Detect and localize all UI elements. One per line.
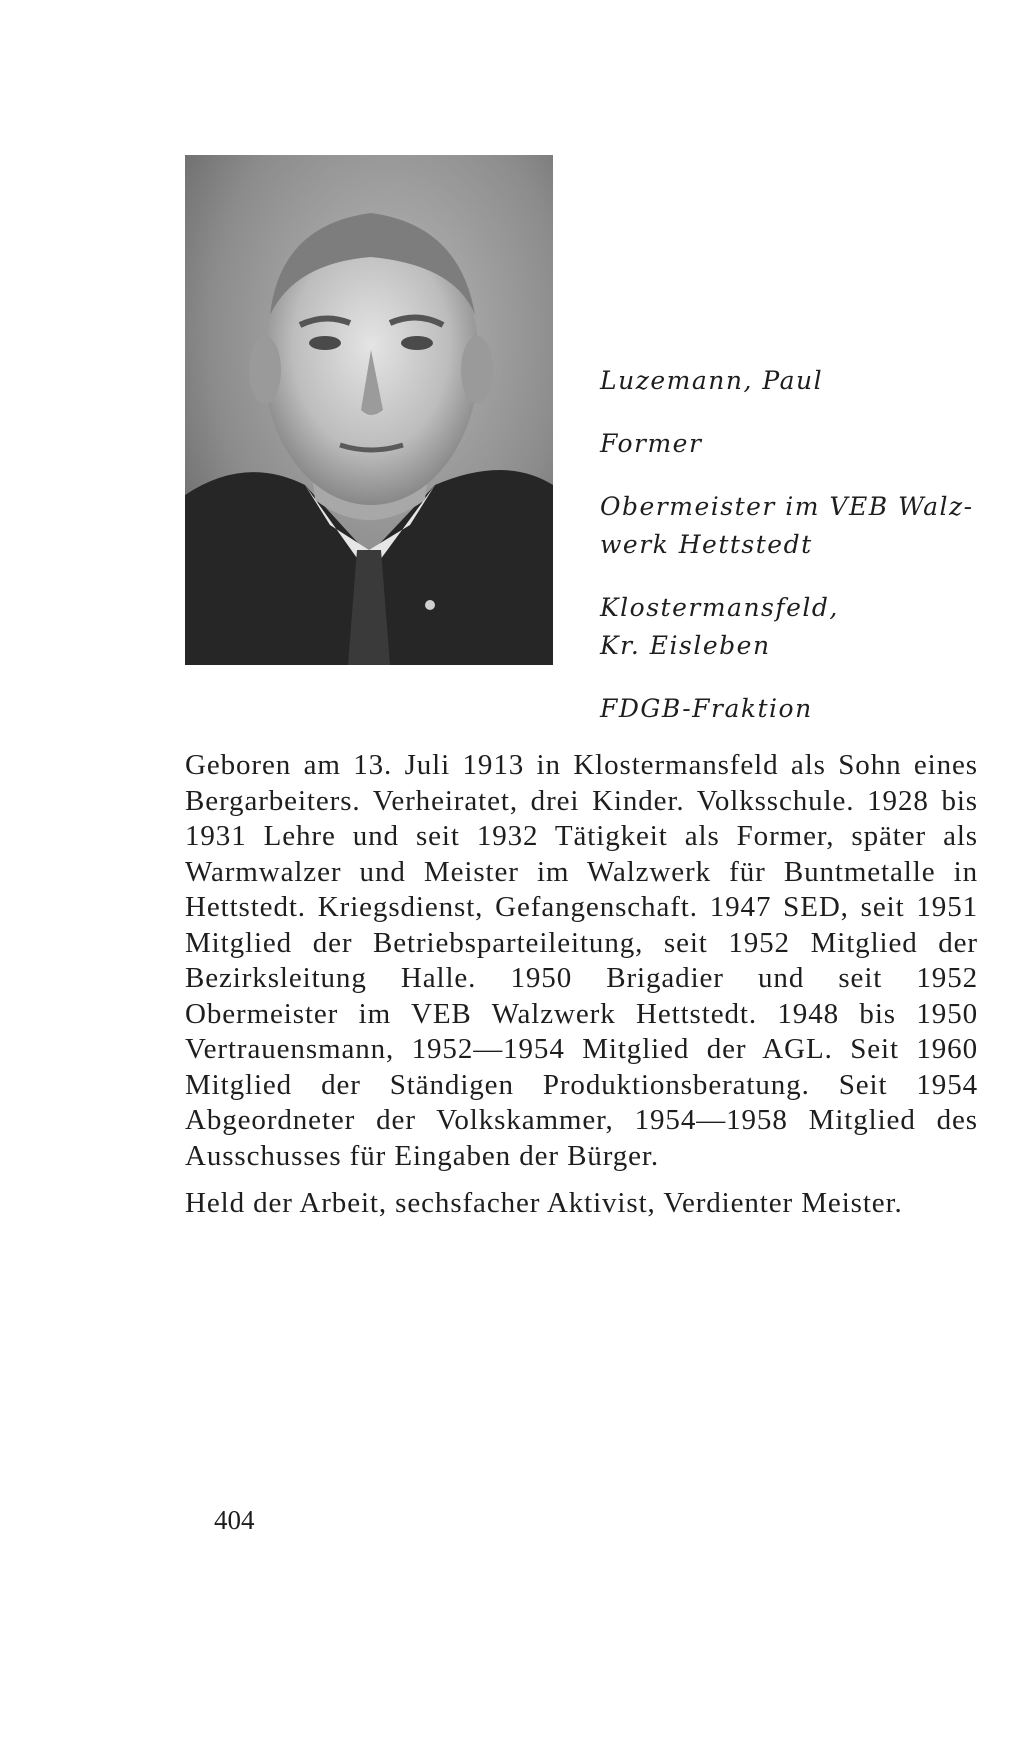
entry-caption (600, 362, 980, 753)
residence-line-1: Klostermansfeld, (600, 593, 839, 622)
residence (600, 589, 980, 665)
biography (185, 748, 978, 1234)
position (600, 488, 980, 564)
portrait-photo (185, 155, 553, 665)
page-number: 404 (214, 1505, 255, 1535)
position-line-1: Obermeister im VEB Walz- (600, 492, 974, 521)
biography-paragraph-2: Held der Arbeit, sechsfacher Aktivist, Verdienter Meister. (185, 1187, 903, 1219)
person-name: Luzemann, Paul (600, 366, 824, 395)
biography-paragraph-1: Geboren am 13. Juli 1913 in Klostermansfeld als Sohn eines Bergarbeiters. Verheiratet, drei Kinder. Volksschule. 1928 bis 1931 Lehre und seit 1932 Tätigkeit als Former, später als Warmwalzer und Meister im Walzwerk für Buntmetalle in Hettstedt. Kriegsdienst, Gefangenschaft. 1947 SED, seit 1951 Mitglied der Betriebsparteileitung, seit 1952 Mitglied der Bezirksleitung Halle. 1950 Brigadier und seit 1952 Obermeister im VEB Walzwerk Hettstedt. 1948 bis 1950 Vertrauensmann, 1952—1954 Mitglied der AGL. Seit 1960 Mitglied der Ständigen Produktionsberatung. Seit 1954 Abgeordneter der Volkskammer, 1954—1958 Mitglied des Ausschusses für Eingaben der Bürger. (185, 749, 978, 1172)
faction: FDGB-Fraktion (600, 694, 813, 723)
position-line-2: werk Hettstedt (600, 530, 813, 559)
profession: Former (600, 429, 703, 458)
portrait-image (185, 155, 553, 665)
residence-line-2: Kr. Eisleben (600, 631, 771, 660)
